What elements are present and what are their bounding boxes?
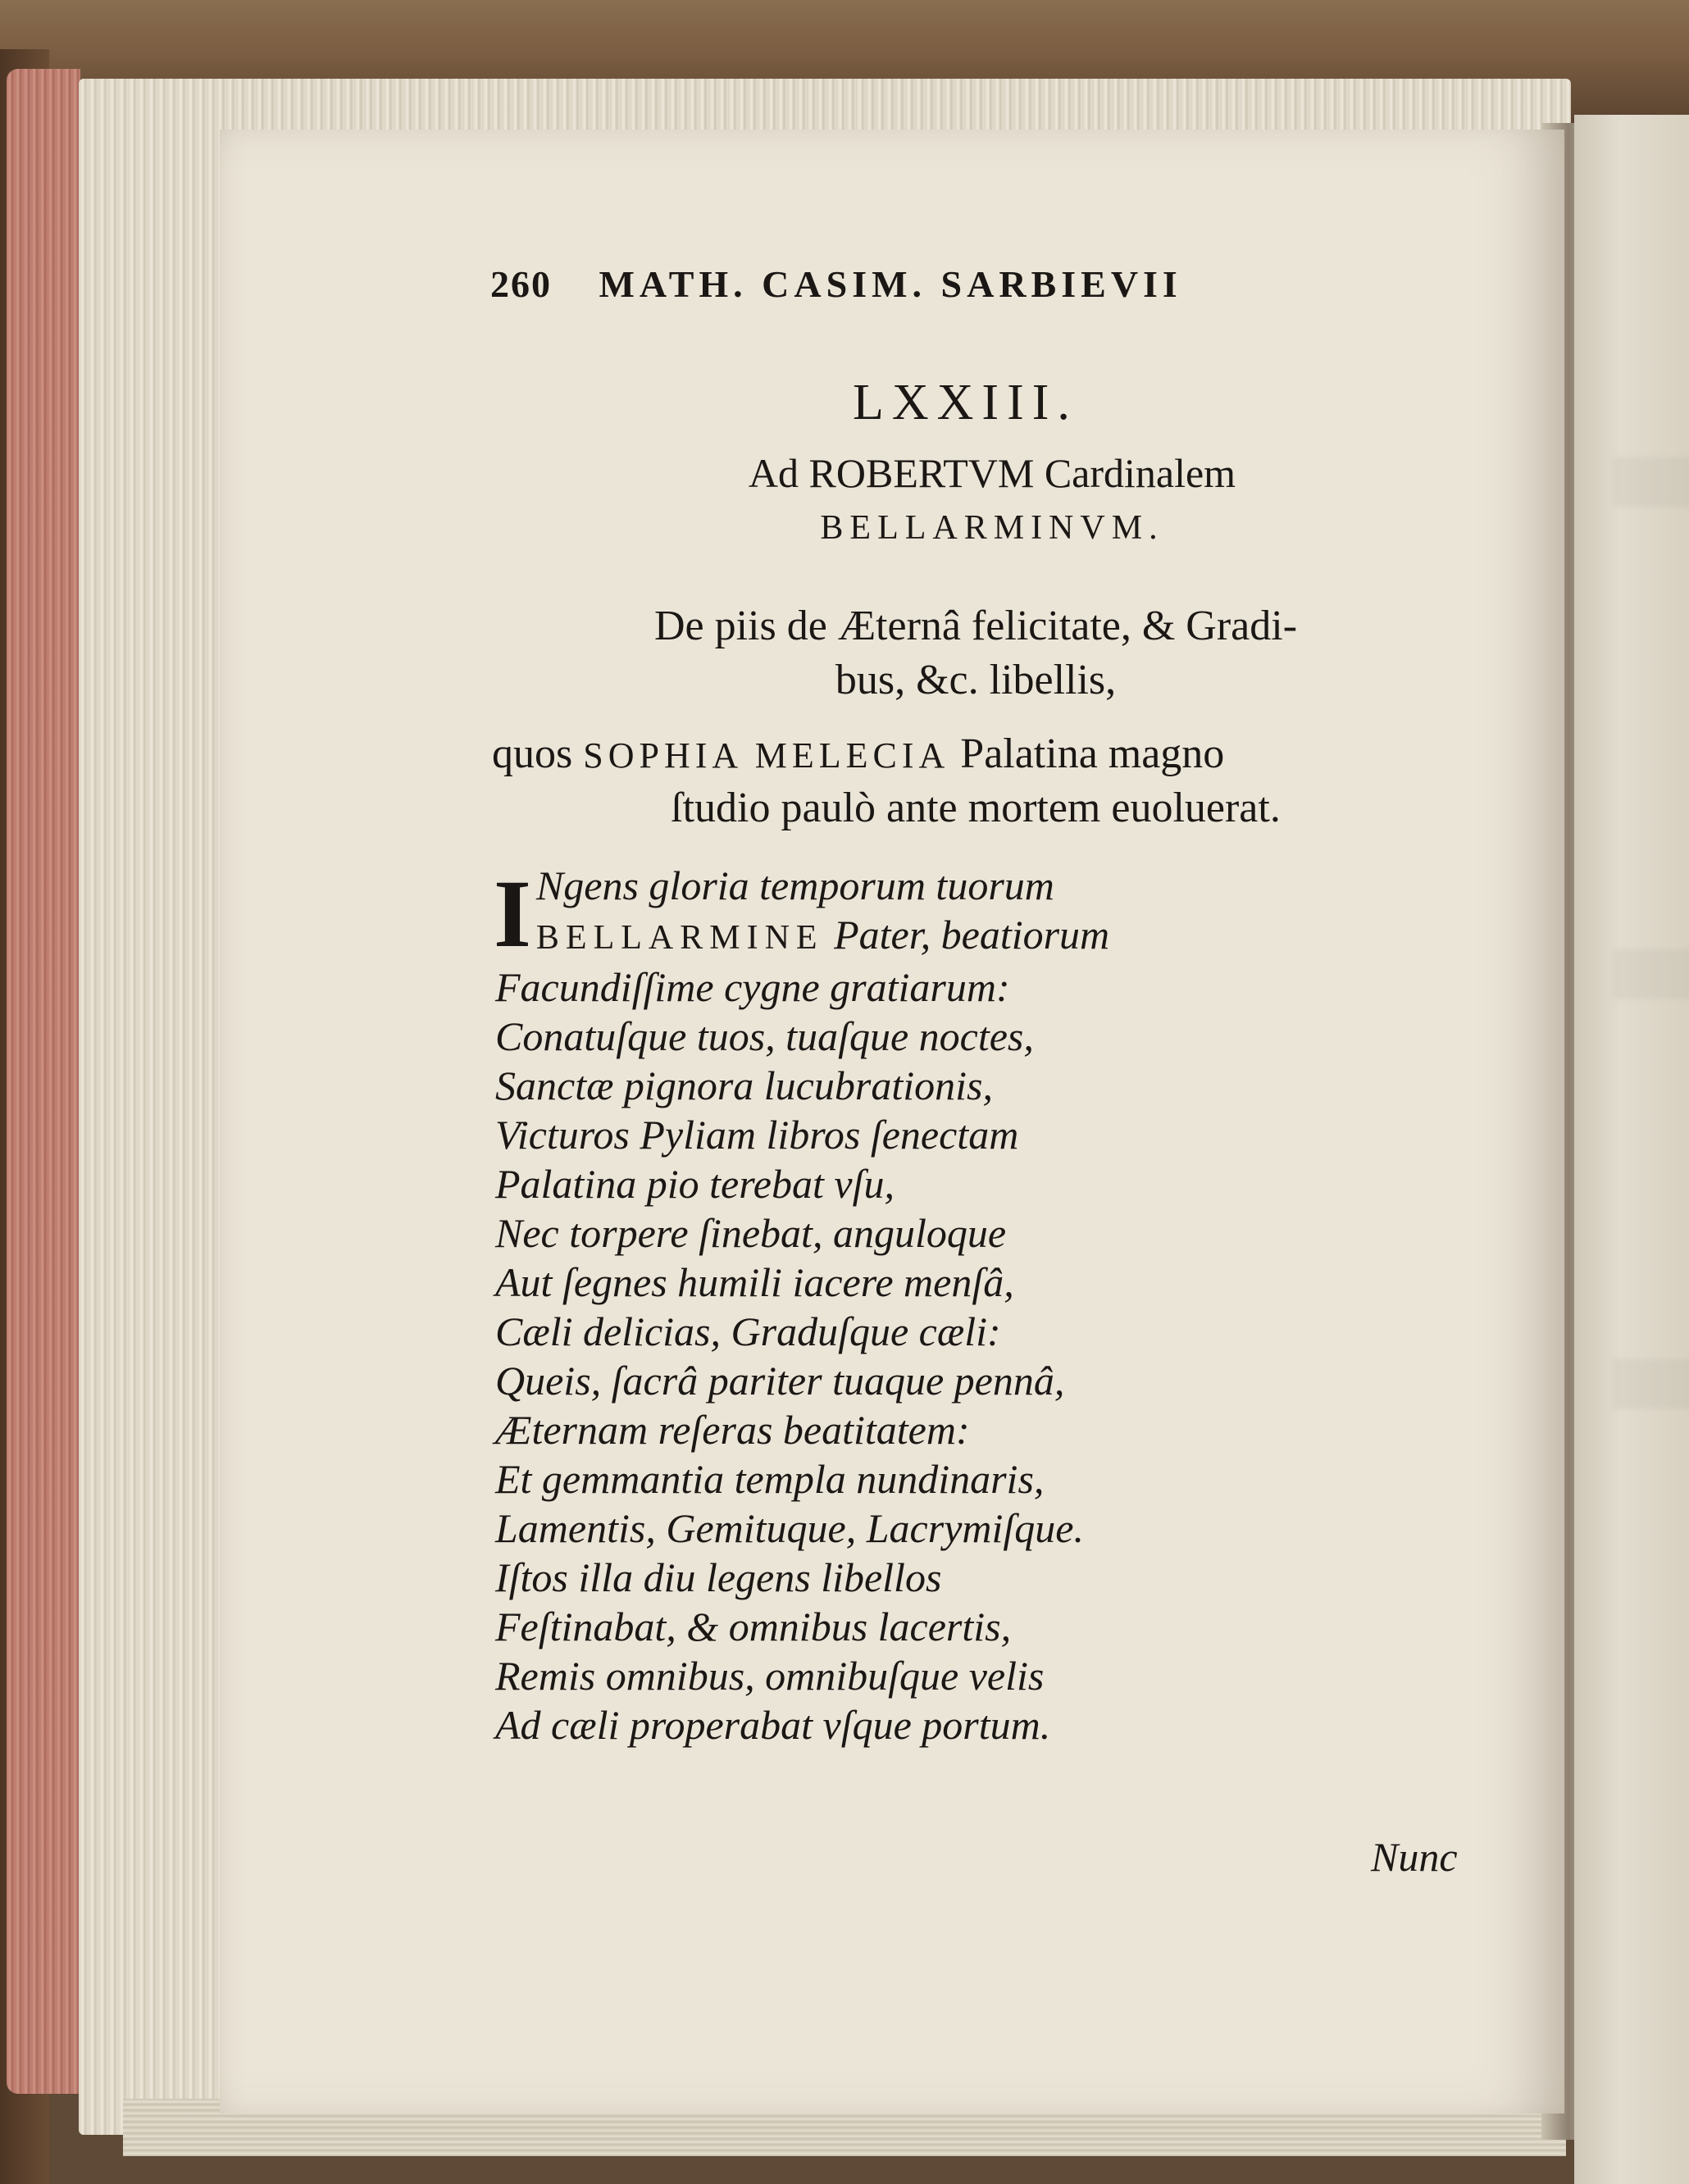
verse-line: Queis, ſacrâ pariter tuaque pennâ, <box>495 1358 1065 1404</box>
catchword: Nunc <box>1371 1834 1458 1880</box>
running-head <box>490 262 1433 306</box>
verse-line: Ad cæli properabat vſque portum. <box>495 1702 1051 1748</box>
subject-line-1: De piis de Æternâ felicitate, & Gradi- <box>653 603 1298 649</box>
verse-line: Victuros Pyliam libros ſenectam <box>495 1112 1019 1158</box>
subject-line-2: bus, &c. libellis, <box>835 657 1117 703</box>
subject-line-4: ſtudio paulò ante mortem euoluerat. <box>671 785 1281 831</box>
verse-line <box>495 910 1479 959</box>
verse-line: Et gemmantia templa nundinaris, <box>495 1456 1045 1502</box>
poem-number: LXXIII. <box>853 375 1078 430</box>
subject-line-3-post: Palatina magno <box>960 730 1225 777</box>
verse-line: Nec torpere ſinebat, anguloque <box>495 1210 1007 1256</box>
dedication-line-2: BELLARMINVM. <box>820 509 1164 547</box>
show-through-shadow <box>1614 457 1689 507</box>
drop-cap: I <box>494 860 531 967</box>
verse-line-rest: Pater, beatiorum <box>834 912 1110 958</box>
show-through-shadow <box>1614 949 1689 999</box>
verse-line: Conatuſque tuos, tuaſque noctes, <box>495 1013 1034 1059</box>
verse-line: Facundiſſime cygne gratiarum: <box>495 964 1010 1010</box>
dedication-line-1: Ad ROBERTVM Cardinalem <box>748 450 1236 496</box>
verse-line: Ngens gloria temporum tuorum <box>535 862 1054 908</box>
verse-line: Iſtos illa diu legens libellos <box>495 1554 942 1600</box>
verse-line: Feſtinabat, & omnibus lacertis, <box>495 1604 1012 1649</box>
verse-line: Palatina pio terebat vſu, <box>495 1161 895 1207</box>
show-through-shadow <box>1614 1359 1689 1408</box>
page-number: 260 <box>490 263 552 305</box>
verse-line: Sanctæ pignora lucubrationis, <box>495 1062 993 1108</box>
verse-opening <box>494 860 1479 967</box>
verse-line: Remis omnibus, omnibuſque velis <box>495 1653 1045 1699</box>
subject-line-3-pre: quos <box>492 730 573 777</box>
facing-page-edge <box>1574 115 1689 2184</box>
verse-caps: BELLARMINE <box>535 919 824 957</box>
verse-line: Cæli delicias, Graduſque cæli: <box>495 1308 1001 1354</box>
running-title: MATH. CASIM. SARBIEVII <box>599 263 1182 305</box>
subject-line-3 <box>492 730 1476 778</box>
page-fore-edge <box>7 69 80 2094</box>
verse-line: Lamentis, Gemituque, Lacrymiſque. <box>495 1505 1084 1551</box>
subject-patron-name: SOPHIA MELECIA <box>583 735 950 776</box>
verse-line: Aut ſegnes humili iacere menſâ, <box>495 1259 1014 1305</box>
verse-line: Æternam reſeras beatitatem: <box>495 1407 970 1453</box>
poem-verse <box>495 861 1479 1749</box>
